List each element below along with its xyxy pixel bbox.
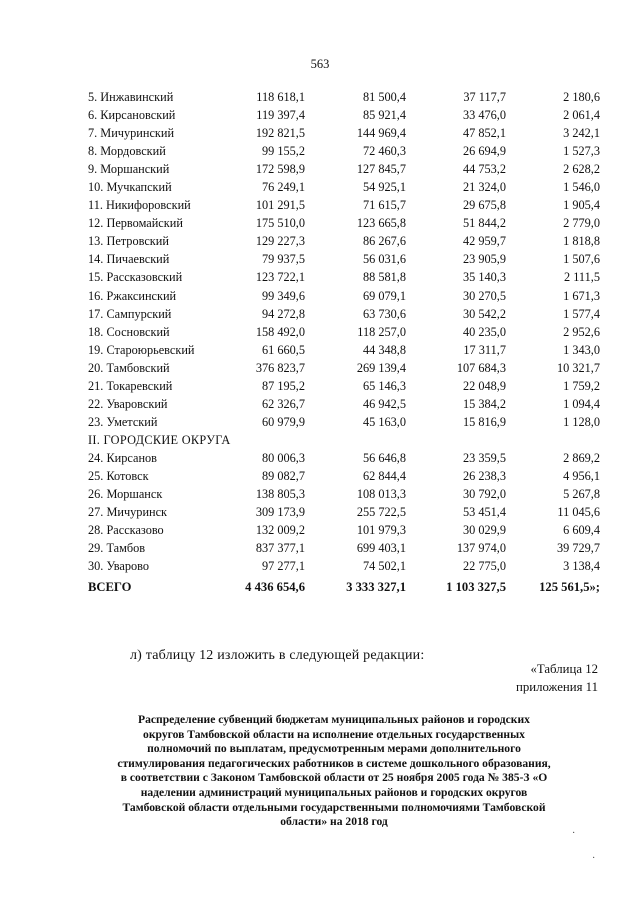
amount-cell-v4: 2 111,5 (564, 270, 600, 285)
heading-line: округов Тамбовской области на исполнение отдельных государственных (143, 727, 525, 741)
amount-cell-v4: 2 061,4 (563, 108, 600, 123)
amount-cell-v3: 23 905,9 (462, 252, 506, 267)
amount-cell-v3: 51 844,2 (462, 216, 506, 231)
table-row (88, 503, 600, 521)
amount-cell-v4: 1 818,8 (563, 234, 600, 249)
amount-cell-v3: 22 775,0 (462, 559, 506, 574)
district-name-cell: 23. Уметский (88, 414, 158, 429)
amount-cell-v4 (506, 431, 600, 449)
amount-cell-v3: 30 792,0 (462, 487, 506, 502)
amount-cell-v4: 1 759,2 (563, 378, 600, 393)
total-amount-cell-v3: 1 103 327,5 (446, 580, 506, 595)
table-row (88, 341, 600, 359)
table-row (88, 395, 600, 413)
amount-cell-v1: 172 598,9 (255, 162, 305, 177)
amount-cell-v3: 22 048,9 (462, 378, 506, 393)
amount-cell-v2: 699 403,1 (356, 541, 406, 556)
amount-cell-v4: 39 729,7 (556, 541, 600, 556)
district-name-cell: 5. Инжавинский (88, 90, 174, 105)
district-name-cell: 28. Рассказово (88, 523, 164, 538)
amount-cell-v4: 3 242,1 (563, 126, 600, 141)
table-row (88, 431, 600, 449)
district-name-cell: 20. Тамбовский (88, 360, 170, 375)
table-row (88, 214, 600, 232)
district-name-cell: 9. Моршанский (88, 162, 170, 177)
district-name-cell: 7. Мичуринский (88, 126, 175, 141)
table-reference-line-1: «Таблица 12 (530, 662, 598, 676)
amount-cell-v4: 1 546,0 (563, 180, 600, 195)
table-row (88, 178, 600, 196)
amount-cell-v2: 62 844,4 (362, 469, 406, 483)
heading-line: полномочий по выплатам, предусмотренным мерами дополнительного (147, 742, 521, 756)
amount-cell-v4: 4 956,1 (563, 469, 600, 483)
amount-cell-v3: 15 384,2 (462, 396, 506, 411)
amount-cell-v2: 74 502,1 (362, 559, 406, 574)
table-row (88, 557, 600, 575)
amount-cell-v2: 56 646,8 (362, 450, 406, 465)
amount-cell-v3: 17 311,7 (463, 342, 506, 357)
district-name-cell: 24. Кирсанов (88, 450, 157, 465)
amount-cell-v3: 23 359,5 (462, 450, 506, 465)
table-row (88, 539, 600, 557)
amount-cell-v2: 118 257,0 (357, 324, 406, 339)
amount-cell-v3: 40 235,0 (462, 324, 506, 339)
table-row (88, 287, 600, 305)
table-row (88, 521, 600, 539)
amount-cell-v4: 1 128,0 (563, 414, 600, 429)
amount-cell-v1: 119 397,4 (256, 108, 305, 123)
total-row (88, 575, 600, 599)
district-name-cell: II. ГОРОДСКИЕ ОКРУГА (88, 432, 231, 447)
amount-cell-v2: 65 146,3 (362, 378, 406, 393)
table-row (88, 485, 600, 503)
district-name-cell: 17. Сампурский (88, 306, 172, 321)
amount-cell-v4: 1 577,4 (563, 306, 600, 321)
district-name-cell: 22. Уваровский (88, 396, 168, 411)
amount-cell-v1: 87 195,2 (261, 378, 305, 393)
amount-cell-v2: 63 730,6 (362, 306, 406, 321)
amount-cell-v2: 71 615,7 (362, 198, 406, 213)
district-name-cell: 8. Мордовский (88, 144, 166, 159)
amount-cell-v3: 42 959,7 (462, 234, 506, 249)
heading-line: Тамбовской области отдельными государственными полномочиями Тамбовской (122, 800, 546, 814)
page-number: 563 (310, 57, 330, 71)
amount-cell-v4: 1 343,0 (563, 342, 600, 357)
district-name-cell: 16. Ржаксинский (88, 288, 177, 303)
amount-cell-v2: 81 500,4 (362, 90, 406, 105)
heading-line: наделении администраций муниципальных районов и городских округов (140, 785, 528, 799)
amount-cell-v4: 6 609,4 (563, 523, 600, 538)
table-row (88, 323, 600, 341)
amount-cell-v2: 69 079,1 (362, 288, 406, 303)
district-name-cell: 6. Кирсановский (88, 108, 176, 123)
heading-line: стимулирования педагогических работников в системе дошкольного образования, (117, 756, 551, 770)
amount-cell-v1: 118 618,1 (256, 90, 305, 105)
district-name-cell: 21. Токаревский (88, 378, 173, 393)
heading-line: в соответствии с Законом Тамбовской области от 25 ноября 2005 года № 385-З «О (120, 771, 548, 785)
district-name-cell: 25. Котовск (88, 469, 149, 483)
amount-cell-v2: 56 031,6 (362, 252, 406, 267)
table-row (88, 88, 600, 106)
table-row (88, 413, 600, 431)
amount-cell-v4: 10 321,7 (556, 360, 600, 375)
table-body (88, 88, 600, 599)
amount-cell-v1: 76 249,1 (261, 180, 305, 195)
amount-cell-v1: 62 326,7 (261, 396, 305, 411)
amount-cell-v2: 88 581,8 (362, 270, 406, 285)
district-name-cell: 26. Моршанск (88, 487, 163, 502)
amount-cell-v2: 123 665,8 (356, 216, 406, 231)
amount-cell-v1: 60 979,9 (261, 414, 305, 429)
district-name-cell: 18. Сосновский (88, 324, 170, 339)
amount-cell-v1: 99 155,2 (261, 144, 305, 159)
district-name-cell: 12. Первомайский (88, 216, 183, 231)
amendment-instruction: л) таблицу 12 изложить в следующей редакции: (130, 648, 425, 663)
amount-cell-v1: 129 227,3 (255, 234, 305, 249)
amount-cell-v2: 45 163,0 (362, 414, 406, 429)
amount-cell-v2: 127 845,7 (356, 162, 406, 177)
amount-cell-v3: 107 684,3 (456, 360, 506, 375)
amount-cell-v1: 94 272,8 (261, 306, 305, 321)
amount-cell-v1: 192 821,5 (255, 126, 305, 141)
total-amount-cell-v2: 3 333 327,1 (346, 580, 406, 595)
amount-cell-v1: 138 805,3 (255, 487, 305, 502)
amount-cell-v2: 269 139,4 (356, 360, 406, 375)
table-row (88, 196, 600, 214)
amount-cell-v2: 44 348,8 (362, 342, 406, 357)
district-name-cell: 10. Мучкапский (88, 180, 172, 195)
amount-cell-v4: 5 267,8 (563, 487, 600, 502)
heading-line: Распределение субвенций бюджетам муниципальных районов и городских (138, 713, 530, 726)
scan-mark: · (592, 853, 596, 864)
amount-cell-v4: 2 869,2 (563, 450, 600, 465)
amount-cell-v3: 35 140,3 (462, 270, 506, 285)
amount-cell-v1: 101 291,5 (255, 198, 305, 213)
amount-cell-v1 (233, 431, 305, 449)
amount-cell-v3: 47 852,1 (462, 126, 506, 141)
amount-cell-v3: 15 816,9 (462, 414, 506, 429)
amount-cell-v1: 79 937,5 (261, 252, 305, 267)
table-row (88, 124, 600, 142)
amount-cell-v3: 26 694,9 (462, 144, 506, 159)
amount-cell-v3: 29 675,8 (462, 198, 506, 213)
amount-cell-v1: 837 377,1 (255, 541, 305, 556)
district-name-cell: 11. Никифоровский (88, 198, 191, 213)
district-name-cell: 19. Староюрьевский (88, 342, 195, 357)
amount-cell-v1: 97 277,1 (261, 559, 305, 574)
amount-cell-v1: 123 722,1 (255, 270, 305, 285)
amount-cell-v1: 89 082,7 (261, 469, 305, 483)
amount-cell-v3: 33 476,0 (462, 108, 506, 123)
subventions-table (88, 88, 600, 599)
district-name-cell: 13. Петровский (88, 234, 169, 249)
district-name-cell: 30. Уварово (88, 559, 150, 574)
total-amount-cell-v4: 125 561,5»; (539, 580, 600, 595)
amount-cell-v2: 54 925,1 (362, 180, 406, 195)
total-amount-cell-v1: 4 436 654,6 (245, 580, 305, 595)
table-reference (516, 660, 598, 696)
amount-cell-v4: 1 507,6 (563, 252, 600, 267)
amount-cell-v3: 44 753,2 (462, 162, 506, 177)
amount-cell-v3: 30 270,5 (462, 288, 506, 303)
amount-cell-v4: 2 628,2 (563, 162, 600, 177)
amount-cell-v1: 175 510,0 (255, 216, 305, 231)
amount-cell-v3: 30 029,9 (462, 523, 506, 538)
amount-cell-v1: 132 009,2 (255, 523, 305, 538)
amount-cell-v1: 158 492,0 (255, 324, 305, 339)
district-name-cell: 29. Тамбов (88, 541, 146, 556)
amount-cell-v3: 37 117,7 (463, 90, 506, 105)
table-row (88, 449, 600, 467)
amount-cell-v4: 1 905,4 (563, 198, 600, 213)
district-name-cell: 15. Рассказовский (88, 270, 183, 285)
amount-cell-v3 (406, 431, 506, 449)
amount-cell-v4: 2 952,6 (563, 324, 600, 339)
table-row (88, 359, 600, 377)
amount-cell-v2: 85 921,4 (362, 108, 406, 123)
amount-cell-v2: 144 969,4 (356, 126, 406, 141)
amount-cell-v1: 61 660,5 (261, 342, 305, 357)
amount-cell-v3: 21 324,0 (462, 180, 506, 195)
table-row (88, 142, 600, 160)
amount-cell-v4: 3 138,4 (563, 559, 600, 574)
total-label-cell: ВСЕГО (88, 580, 132, 595)
amount-cell-v1: 376 823,7 (255, 360, 305, 375)
amount-cell-v2: 255 722,5 (356, 505, 406, 520)
amount-cell-v4: 1 671,3 (563, 288, 600, 303)
amount-cell-v4: 1 527,3 (563, 144, 600, 159)
amount-cell-v2: 72 460,3 (362, 144, 406, 159)
heading-line: области» на 2018 год (280, 815, 388, 829)
table-row (88, 106, 600, 124)
amount-cell-v2: 101 979,3 (356, 523, 406, 538)
amount-cell-v2 (305, 431, 406, 449)
amount-cell-v3: 53 451,4 (462, 505, 506, 520)
amount-cell-v3: 26 238,3 (462, 469, 506, 483)
table-reference-line-2: приложения 11 (515, 680, 598, 694)
amount-cell-v2: 108 013,3 (356, 487, 406, 502)
table-row (88, 377, 600, 395)
table-row (88, 467, 600, 485)
scan-mark: · (572, 828, 576, 839)
amount-cell-v1: 99 349,6 (261, 288, 305, 303)
amount-cell-v4: 2 180,6 (563, 90, 600, 105)
amount-cell-v1: 309 173,9 (255, 505, 305, 520)
table-row (88, 268, 600, 286)
district-name-cell: 14. Пичаевский (88, 252, 170, 267)
amount-cell-v3: 137 974,0 (456, 541, 506, 556)
amount-cell-v4: 2 779,0 (563, 216, 600, 231)
table-row (88, 305, 600, 323)
table-row (88, 250, 600, 268)
amount-cell-v2: 46 942,5 (362, 396, 406, 411)
table-row (88, 160, 600, 178)
table-heading (104, 713, 564, 830)
district-name-cell: 27. Мичуринск (88, 505, 168, 520)
amount-cell-v2: 86 267,6 (362, 234, 406, 249)
amount-cell-v3: 30 542,2 (462, 306, 506, 321)
amount-cell-v4: 11 045,6 (557, 505, 600, 520)
amount-cell-v4: 1 094,4 (563, 396, 600, 411)
amount-cell-v1: 80 006,3 (261, 450, 305, 465)
table-row (88, 232, 600, 250)
